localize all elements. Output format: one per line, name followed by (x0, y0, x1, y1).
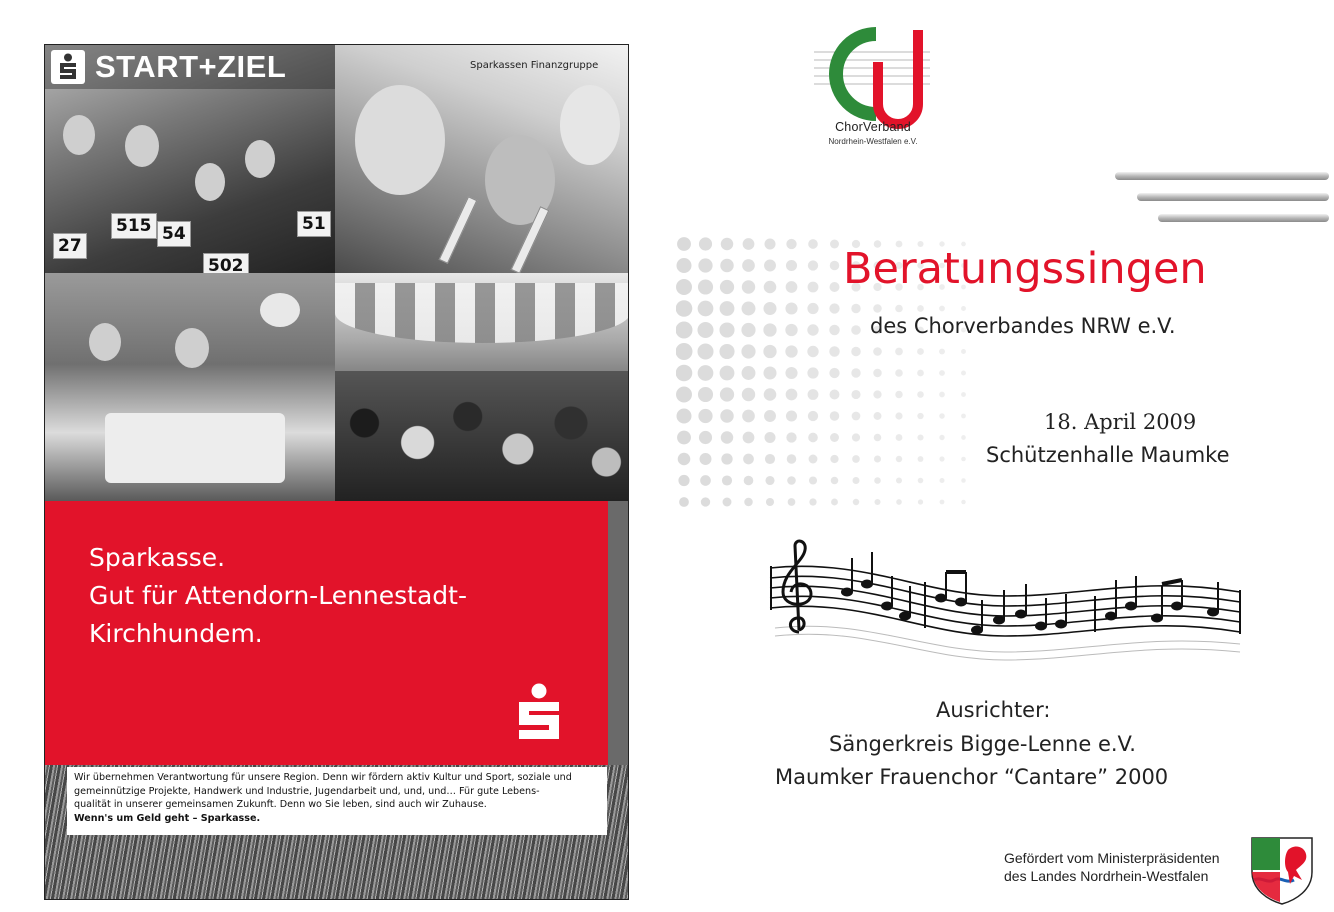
runner-bib: 515 (111, 213, 157, 239)
halftone-dot (896, 477, 902, 483)
halftone-dot (677, 431, 691, 445)
halftone-dot (697, 322, 713, 338)
halftone-dot (742, 259, 755, 272)
halftone-dot (939, 435, 944, 440)
halftone-dot (895, 412, 902, 419)
sparkasse-s-icon (51, 50, 85, 84)
halftone-dot (764, 238, 775, 249)
halftone-dot (896, 499, 902, 505)
halftone-dot (896, 456, 902, 462)
halftone-dot (786, 239, 796, 249)
halftone-dot (785, 324, 797, 336)
sparkasse-ad (44, 44, 629, 900)
halftone-dot (830, 390, 840, 400)
halftone-dot (807, 367, 818, 378)
halftone-dot (961, 500, 965, 504)
host-line: Sängerkreis Bigge-Lenne e.V. (829, 732, 1136, 756)
halftone-dot (787, 476, 796, 485)
halftone-dot (851, 304, 860, 313)
ad-body-line: gemeinnützige Projekte, Handwerk und Industrie, Jugendarbeit und, und, und… Für gute Lebens- (74, 785, 540, 797)
halftone-dot (853, 499, 859, 505)
halftone-dot (917, 305, 924, 312)
halftone-dot (831, 499, 838, 506)
runner-head (125, 125, 159, 167)
halftone-dot (917, 391, 924, 398)
halftone-dot (808, 239, 818, 249)
runner-bib: 27 (53, 233, 87, 259)
funding-note (1004, 849, 1220, 885)
child-face (355, 85, 445, 195)
halftone-dot (874, 412, 882, 420)
halftone-dot (939, 349, 945, 355)
decor-bar (1115, 172, 1329, 180)
halftone-dot (676, 365, 692, 382)
halftone-dot (785, 345, 797, 357)
halftone-dot (829, 325, 839, 335)
halftone-dot (721, 238, 733, 250)
halftone-dot (676, 258, 691, 273)
slogan-line: Kirchhundem. (89, 619, 263, 648)
halftone-dot (830, 282, 840, 292)
halftone-dot (874, 434, 882, 442)
halftone-dot (808, 260, 818, 270)
halftone-dot (786, 260, 797, 271)
funding-line: Gefördert vom Ministerpräsidenten (1004, 850, 1220, 866)
halftone-dot (786, 281, 798, 293)
halftone-dot (741, 344, 755, 358)
music-staff-icon (765, 536, 1245, 664)
halftone-dot (829, 303, 839, 313)
halftone-dot (787, 454, 797, 464)
halftone-dot (744, 476, 754, 486)
halftone-dot (917, 434, 923, 440)
hat (260, 293, 300, 327)
decor-bar (1137, 193, 1329, 201)
decor-bar (1158, 214, 1329, 222)
halftone-dot (809, 455, 818, 464)
halftone-dot (895, 348, 903, 356)
halftone-dot (676, 343, 692, 360)
halftone-dot (719, 344, 734, 359)
halftone-dot (895, 391, 902, 398)
halftone-dot (918, 499, 923, 504)
halftone-dot (895, 369, 903, 377)
halftone-dot (831, 477, 839, 485)
slogan-band (45, 501, 608, 765)
halftone-dot (830, 411, 840, 421)
halftone-dot (763, 302, 776, 315)
halftone-dot (677, 237, 691, 251)
sparkasse-s-icon (511, 683, 567, 743)
halftone-dot (742, 388, 755, 401)
halftone-dot (763, 323, 776, 336)
halftone-dot (961, 371, 966, 376)
halftone-dot (939, 306, 945, 312)
event-date: 18. April 2009 (1044, 410, 1197, 434)
halftone-dot (676, 322, 692, 339)
nrw-crest-icon (1250, 836, 1314, 906)
halftone-dot (742, 280, 755, 293)
slogan-line: Sparkasse. (89, 543, 226, 572)
group-label: Sparkassen Finanzgruppe (470, 60, 599, 71)
halftone-dot (961, 457, 966, 462)
event-subtitle: des Chorverbandes NRW e.V. (870, 314, 1176, 338)
halftone-dot (807, 303, 818, 314)
halftone-dot (873, 347, 882, 356)
crowd (335, 371, 629, 501)
halftone-dot (809, 476, 817, 484)
halftone-dot (788, 498, 796, 506)
halftone-dot (808, 433, 818, 443)
halftone-dot (742, 302, 756, 316)
halftone-dot (678, 475, 689, 486)
halftone-dot (743, 238, 755, 250)
halftone-dot (874, 455, 881, 462)
halftone-dot (917, 413, 923, 419)
runner-bib: 502 (203, 253, 249, 273)
halftone-dot (698, 279, 713, 294)
halftone-dot (961, 349, 966, 354)
halftone-dot (961, 435, 966, 440)
halftone-dot (720, 409, 733, 422)
photo-family-dinner (45, 273, 335, 501)
halftone-dot (720, 259, 733, 272)
ad-tagline: Wenn's um Geld geht – Sparkasse. (74, 812, 261, 824)
halftone-dot (698, 365, 714, 381)
halftone-dot (720, 301, 735, 316)
halftone-dot (676, 387, 692, 403)
runner-head (63, 115, 95, 155)
halftone-dot (785, 367, 797, 379)
halftone-dot (829, 368, 839, 378)
halftone-dot (830, 433, 839, 442)
ad-body-line: Wir übernehmen Verantwortung für unsere Region. Denn wir fördern aktiv Kultur und Sport, soziale und (74, 772, 572, 783)
halftone-dot (874, 477, 881, 484)
ad-body-text (67, 767, 607, 835)
halftone-dot (896, 434, 903, 441)
halftone-dot (918, 478, 924, 484)
halftone-dot (679, 497, 689, 507)
halftone-dot (723, 498, 732, 507)
halftone-dot (743, 454, 754, 465)
halftone-dot (785, 302, 797, 314)
halftone-dot (852, 477, 859, 484)
halftone-dot (764, 260, 776, 272)
halftone-dot (765, 476, 774, 485)
halftone-dot (939, 456, 944, 461)
halftone-dot (807, 324, 818, 335)
host-label: Ausrichter: (936, 698, 1051, 722)
halftone-dot (830, 455, 838, 463)
halftone-dot (678, 453, 691, 466)
halftone-dot (873, 304, 882, 313)
halftone-dot (764, 281, 777, 294)
halftone-dot (917, 370, 924, 377)
table-cloth (105, 413, 285, 483)
halftone-dot (700, 475, 711, 486)
halftone-dot (852, 455, 860, 463)
halftone-dot (851, 390, 860, 399)
org-name: ChorVerband (835, 120, 911, 134)
halftone-dot (720, 366, 735, 381)
photo-children-recorders (335, 45, 629, 273)
halftone-dot (895, 305, 903, 313)
event-venue: Schützenhalle Maumke (986, 443, 1230, 467)
halftone-dot (698, 301, 714, 317)
halftone-dot (918, 456, 924, 462)
halftone-dot (720, 280, 734, 294)
halftone-dot (852, 412, 861, 421)
halftone-dot (829, 346, 839, 356)
halftone-dot (720, 387, 734, 401)
halftone-dot (701, 497, 710, 506)
halftone-dot (764, 432, 775, 443)
halftone-dot (700, 453, 712, 465)
halftone-dot (786, 432, 796, 442)
diner-head (175, 328, 209, 368)
halftone-dot (851, 368, 860, 377)
halftone-dot (807, 346, 818, 357)
halftone-dot (808, 282, 819, 293)
halftone-dot (697, 343, 713, 359)
halftone-dot (873, 390, 881, 398)
halftone-dot (851, 325, 861, 335)
halftone-dot (698, 258, 712, 272)
halftone-dot (763, 345, 776, 358)
halftone-dot (939, 478, 944, 483)
halftone-dot (764, 388, 777, 401)
start-ziel-title: START+ZIEL (95, 49, 287, 84)
halftone-dot (741, 323, 755, 337)
halftone-dot (742, 366, 756, 380)
halftone-dot (808, 411, 818, 421)
halftone-dot (698, 387, 713, 402)
runner-bib: 54 (157, 221, 191, 247)
halftone-dot (961, 306, 966, 311)
host-line: Maumker Frauenchor “Cantare” 2000 (775, 765, 1169, 789)
halftone-dot (786, 389, 798, 401)
halftone-dot (961, 392, 966, 397)
org-region: Nordrhein-Westfalen e.V. (828, 137, 918, 146)
halftone-dot (961, 414, 966, 419)
halftone-dot (743, 432, 755, 444)
halftone-dot (676, 279, 692, 295)
halftone-dot (873, 369, 882, 378)
runner-head (195, 163, 225, 201)
diner-head (89, 323, 121, 361)
halftone-dot (699, 237, 712, 250)
halftone-dot (721, 431, 733, 443)
halftone-dot (808, 389, 819, 400)
halftone-dot (786, 410, 797, 421)
halftone-dot (763, 366, 776, 379)
slogan (89, 539, 467, 653)
halftone-dot (676, 300, 692, 317)
halftone-dot (722, 475, 732, 485)
halftone-dot (940, 500, 945, 505)
halftone-dot (830, 261, 840, 271)
runner-bib: 51 (297, 211, 331, 237)
halftone-dot (744, 498, 753, 507)
event-title: Beratungssingen (843, 244, 1207, 294)
halftone-dot (939, 392, 945, 398)
runner-head (245, 140, 275, 178)
child-face (560, 85, 620, 165)
photo-festival-tent (335, 273, 629, 501)
halftone-dot (851, 347, 861, 357)
halftone-dot (830, 240, 839, 249)
halftone-dot (961, 478, 966, 483)
halftone-dot (765, 454, 775, 464)
funding-line: des Landes Nordrhein-Westfalen (1004, 868, 1209, 884)
halftone-dot (939, 413, 945, 419)
halftone-dot (852, 433, 860, 441)
halftone-dot (699, 431, 712, 444)
tent-roof (335, 283, 629, 343)
halftone-dot (764, 410, 776, 422)
halftone-dot (917, 348, 924, 355)
halftone-dot (874, 499, 880, 505)
halftone-dot (809, 498, 816, 505)
halftone-dot (676, 408, 691, 423)
halftone-dot (742, 410, 755, 423)
start-ziel-banner (45, 45, 335, 89)
slogan-line: Gut für Attendorn-Lennestadt- (89, 581, 467, 610)
halftone-dot (721, 453, 732, 464)
ad-body-line: qualität in unserer gemeinsamen Zukunft. Denn wo Sie leben, sind auch wir Zuhause. (74, 799, 487, 810)
halftone-dot (698, 409, 712, 423)
halftone-dot (939, 370, 945, 376)
recorder-flute (439, 196, 478, 264)
halftone-dot (719, 322, 734, 337)
halftone-dot (766, 498, 774, 506)
